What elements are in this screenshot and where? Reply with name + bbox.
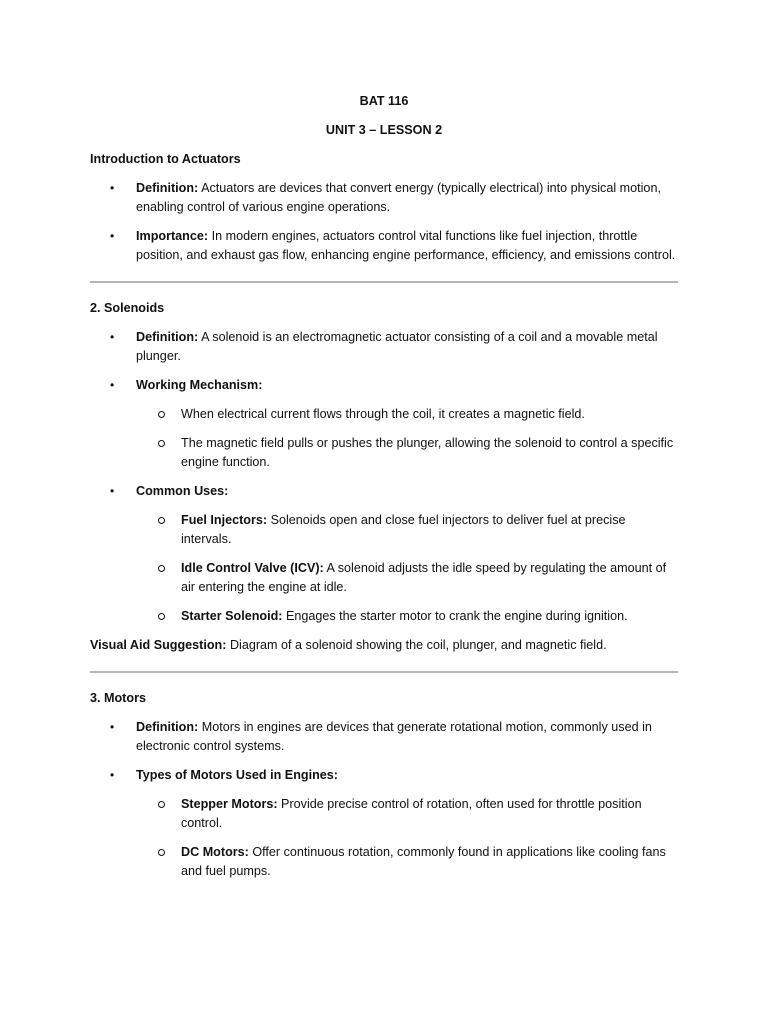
circle-bullet-icon bbox=[158, 613, 165, 620]
circle-bullet-icon bbox=[158, 801, 165, 808]
circle-bullet-icon bbox=[158, 517, 165, 524]
bullet-icon: • bbox=[110, 720, 115, 734]
description: Solenoids open and close fuel injectors to deliver fuel at precise intervals. bbox=[181, 513, 626, 546]
sub-list bbox=[136, 405, 678, 472]
list-item bbox=[90, 766, 678, 881]
description: In modern engines, actuators control vital functions like fuel injection, throttle position, and exhaust gas flow, enhancing engine performance, efficiency, and emissions control. bbox=[136, 229, 676, 262]
visual-aid-note bbox=[90, 636, 678, 655]
bullet-icon: • bbox=[110, 768, 115, 782]
term: Working Mechanism: bbox=[136, 378, 263, 392]
sub-list bbox=[136, 795, 678, 881]
circle-bullet-icon bbox=[158, 565, 165, 572]
sub-list-item bbox=[136, 511, 678, 549]
description: The magnetic field pulls or pushes the plunger, allowing the solenoid to control a specific engine function. bbox=[181, 436, 674, 469]
term: Stepper Motors: bbox=[181, 797, 278, 811]
solenoids-list bbox=[90, 328, 678, 626]
intro-heading: Introduction to Actuators bbox=[90, 152, 241, 166]
description: Offer continuous rotation, commonly found in applications like cooling fans and fuel pumps. bbox=[181, 845, 666, 878]
list-item bbox=[90, 718, 678, 756]
motors-list bbox=[90, 718, 678, 881]
description: When electrical current flows through the coil, it creates a magnetic field. bbox=[181, 407, 585, 421]
bullet-icon: • bbox=[110, 330, 115, 344]
list-item bbox=[90, 328, 678, 366]
term: Common Uses: bbox=[136, 484, 229, 498]
bullet-icon: • bbox=[110, 484, 115, 498]
term: Definition: bbox=[136, 181, 199, 195]
term: Definition: bbox=[136, 330, 199, 344]
term: Starter Solenoid: bbox=[181, 609, 283, 623]
term: Fuel Injectors: bbox=[181, 513, 268, 527]
bullet-icon: • bbox=[110, 181, 115, 195]
description: Motors in engines are devices that generate rotational motion, commonly used in electronic control systems. bbox=[136, 720, 652, 753]
term: Types of Motors Used in Engines: bbox=[136, 768, 338, 782]
motors-heading: 3. Motors bbox=[90, 691, 146, 705]
description: Diagram of a solenoid showing the coil, plunger, and magnetic field. bbox=[226, 638, 607, 652]
circle-bullet-icon bbox=[158, 411, 165, 418]
bullet-icon: • bbox=[110, 229, 115, 243]
description: A solenoid is an electromagnetic actuator consisting of a coil and a movable metal plunger. bbox=[136, 330, 658, 363]
term: Visual Aid Suggestion: bbox=[90, 638, 227, 652]
list-item bbox=[90, 482, 678, 626]
term: Definition: bbox=[136, 720, 199, 734]
sub-list-item bbox=[136, 559, 678, 597]
term: Importance: bbox=[136, 229, 209, 243]
solenoids-heading: 2. Solenoids bbox=[90, 301, 165, 315]
sub-list bbox=[136, 511, 678, 626]
list-item bbox=[90, 179, 678, 217]
sub-list-item bbox=[136, 405, 678, 424]
description: Provide precise control of rotation, often used for throttle position control. bbox=[181, 797, 642, 830]
sub-list-item bbox=[136, 607, 678, 626]
unit-title: UNIT 3 – LESSON 2 bbox=[325, 123, 443, 137]
intro-list bbox=[90, 179, 678, 265]
section-divider bbox=[90, 281, 678, 283]
sub-list-item bbox=[136, 843, 678, 881]
list-item bbox=[90, 227, 678, 265]
list-item bbox=[90, 376, 678, 472]
description: Actuators are devices that convert energy (typically electrical) into physical motion, enabling control of various engine operations. bbox=[136, 181, 661, 214]
sub-list-item bbox=[136, 795, 678, 833]
term: Idle Control Valve (ICV): bbox=[181, 561, 324, 575]
section-divider bbox=[90, 671, 678, 673]
circle-bullet-icon bbox=[158, 440, 165, 447]
bullet-icon: • bbox=[110, 378, 115, 392]
description: A solenoid adjusts the idle speed by regulating the amount of air entering the engine at idle. bbox=[181, 561, 667, 594]
term: DC Motors: bbox=[181, 845, 249, 859]
course-title: BAT 116 bbox=[359, 94, 409, 108]
sub-list-item bbox=[136, 434, 678, 472]
circle-bullet-icon bbox=[158, 849, 165, 856]
description: Engages the starter motor to crank the engine during ignition. bbox=[282, 609, 628, 623]
